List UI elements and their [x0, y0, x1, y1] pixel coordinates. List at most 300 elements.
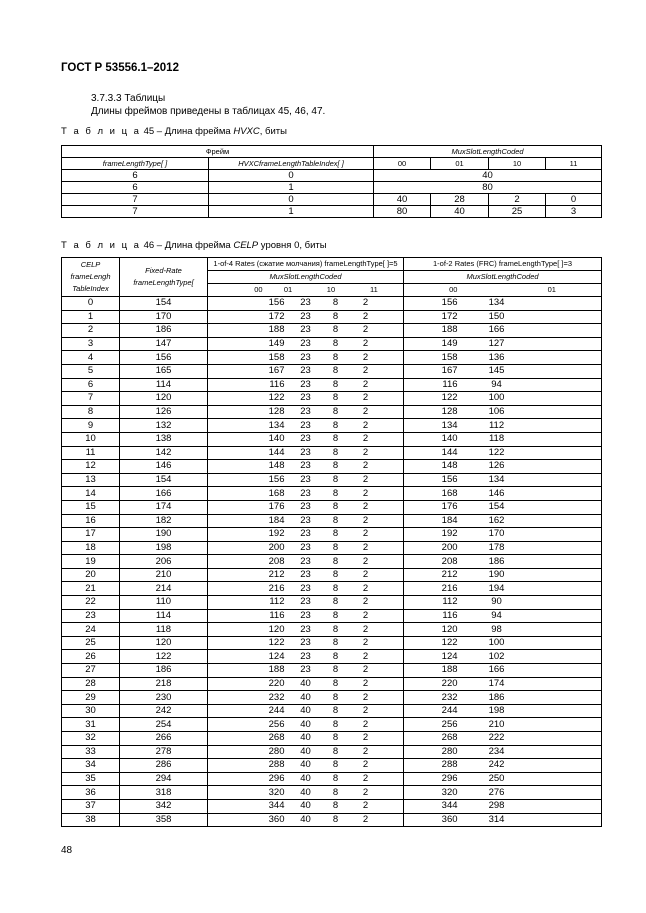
- table-row: [62, 182, 602, 194]
- cell: 2: [351, 555, 381, 569]
- table-row: [62, 664, 602, 678]
- section-heading: 3.7.3.3 Таблицы: [91, 93, 166, 104]
- cell: 8: [321, 473, 351, 487]
- cell: 318: [120, 786, 208, 800]
- cell: [381, 555, 404, 569]
- cell: 184: [404, 514, 464, 528]
- cell: 146: [464, 487, 530, 501]
- cell: 100: [464, 636, 530, 650]
- table-row: [62, 170, 602, 182]
- cell: [530, 745, 602, 759]
- cell: 106: [464, 405, 530, 419]
- cell: 27: [62, 664, 120, 678]
- table-row: [62, 297, 602, 311]
- cell: 188: [404, 324, 464, 338]
- cell: 116: [404, 609, 464, 623]
- cell: [381, 704, 404, 718]
- cell: 112: [404, 596, 464, 610]
- cell: 208: [404, 555, 464, 569]
- cell: [381, 799, 404, 813]
- cell: 148: [208, 460, 291, 474]
- cell: [530, 473, 602, 487]
- cell: 198: [464, 704, 530, 718]
- table45-mux-col: 11: [546, 158, 602, 170]
- table-row: [62, 677, 602, 691]
- cell: 8: [321, 772, 351, 786]
- table-row: [62, 392, 602, 406]
- cell: 9: [62, 419, 120, 433]
- cell: 40: [291, 786, 321, 800]
- cell: 26: [62, 650, 120, 664]
- cell: 2: [351, 677, 381, 691]
- cell: 2: [489, 194, 546, 206]
- table45-group-frame: Фрейм: [62, 146, 374, 158]
- cell: 8: [321, 623, 351, 637]
- table-row: [62, 446, 602, 460]
- cell: 2: [351, 541, 381, 555]
- mux2-col: 01: [547, 285, 556, 294]
- cell: 23: [291, 337, 321, 351]
- cell: 2: [351, 528, 381, 542]
- cell: [530, 392, 602, 406]
- table46-group-4rate: 1-of-4 Rates (сжатие молчания) frameLengthType[ ]=5: [208, 258, 404, 271]
- cell: 342: [120, 799, 208, 813]
- cell: 23: [291, 324, 321, 338]
- cell: 320: [208, 786, 291, 800]
- cell: [530, 691, 602, 705]
- cell: 120: [208, 623, 291, 637]
- table-row: [62, 582, 602, 596]
- cell: 276: [464, 786, 530, 800]
- cell: [530, 528, 602, 542]
- cell: [530, 813, 602, 827]
- table-row: [62, 609, 602, 623]
- cell: 11: [62, 446, 120, 460]
- cell: 40: [374, 194, 431, 206]
- cell: 14: [62, 487, 120, 501]
- cell: 244: [404, 704, 464, 718]
- table46-mux-label-2: MuxSlotLengthCoded: [404, 271, 602, 284]
- table-row: [62, 487, 602, 501]
- cell: 2: [351, 609, 381, 623]
- cell: [381, 324, 404, 338]
- cell: 23: [291, 378, 321, 392]
- cell: 122: [404, 392, 464, 406]
- table-row: [62, 623, 602, 637]
- cell: 2: [351, 310, 381, 324]
- cell: 2: [351, 813, 381, 827]
- cell: 234: [464, 745, 530, 759]
- cell: 168: [208, 487, 291, 501]
- cell: 220: [404, 677, 464, 691]
- table-row: [62, 432, 602, 446]
- cell: 2: [351, 623, 381, 637]
- cell: 232: [208, 691, 291, 705]
- cell: 320: [404, 786, 464, 800]
- cell: 128: [208, 405, 291, 419]
- cell: 222: [464, 732, 530, 746]
- cell: 148: [404, 460, 464, 474]
- cell: 8: [321, 732, 351, 746]
- cell: 19: [62, 555, 120, 569]
- cell: 8: [321, 487, 351, 501]
- table-row: [62, 364, 602, 378]
- cell: 2: [351, 514, 381, 528]
- cell: 266: [120, 732, 208, 746]
- cell: 5: [62, 364, 120, 378]
- cell: 3: [62, 337, 120, 351]
- cell: 206: [120, 555, 208, 569]
- cell: 172: [208, 310, 291, 324]
- cell: 23: [62, 609, 120, 623]
- cell: 80: [374, 182, 602, 194]
- cell: 158: [208, 351, 291, 365]
- cell: 29: [62, 691, 120, 705]
- cell: [530, 324, 602, 338]
- cell: 2: [351, 664, 381, 678]
- cell: 176: [404, 500, 464, 514]
- cell: 296: [404, 772, 464, 786]
- table-row: [62, 514, 602, 528]
- cell: 28: [62, 677, 120, 691]
- cell: 122: [120, 650, 208, 664]
- table-row: [62, 596, 602, 610]
- cell: 268: [208, 732, 291, 746]
- cell: 296: [208, 772, 291, 786]
- cell: 22: [62, 596, 120, 610]
- cell: [530, 351, 602, 365]
- cell: 6: [62, 378, 120, 392]
- table45-mux-col: 00: [374, 158, 431, 170]
- cell: 40: [291, 677, 321, 691]
- cell: 218: [120, 677, 208, 691]
- cell: [530, 650, 602, 664]
- cell: 198: [120, 541, 208, 555]
- cell: 23: [291, 473, 321, 487]
- cell: 23: [291, 432, 321, 446]
- cell: 2: [351, 337, 381, 351]
- table-row: [62, 473, 602, 487]
- cell: 23: [291, 351, 321, 365]
- cell: 154: [464, 500, 530, 514]
- cell: 2: [351, 487, 381, 501]
- cell: 288: [208, 759, 291, 773]
- cell: [381, 364, 404, 378]
- cell: [381, 460, 404, 474]
- cell: 1: [209, 206, 374, 218]
- cell: 40: [291, 704, 321, 718]
- cell: 8: [321, 541, 351, 555]
- cell: [530, 337, 602, 351]
- cell: 40: [374, 170, 602, 182]
- cell: 2: [351, 324, 381, 338]
- cell: 23: [291, 487, 321, 501]
- cell: 23: [291, 609, 321, 623]
- cell: 23: [291, 582, 321, 596]
- cell: 170: [464, 528, 530, 542]
- cell: 156: [404, 297, 464, 311]
- cell: 126: [464, 460, 530, 474]
- table-row: [62, 460, 602, 474]
- cell: 40: [291, 745, 321, 759]
- cell: [530, 364, 602, 378]
- cell: 2: [351, 732, 381, 746]
- cell: [530, 514, 602, 528]
- cell: 94: [464, 378, 530, 392]
- cell: 8: [321, 378, 351, 392]
- cell: 2: [351, 568, 381, 582]
- cell: 116: [208, 609, 291, 623]
- cell: 120: [404, 623, 464, 637]
- cell: 200: [208, 541, 291, 555]
- cell: 37: [62, 799, 120, 813]
- cell: [530, 500, 602, 514]
- cell: 8: [321, 704, 351, 718]
- cell: 30: [62, 704, 120, 718]
- cell: 294: [120, 772, 208, 786]
- cell: 1: [209, 182, 374, 194]
- cell: 8: [321, 337, 351, 351]
- cell: 149: [404, 337, 464, 351]
- cell: 149: [208, 337, 291, 351]
- table45-col-index: HVXCframeLengthTableIndex[ ]: [209, 158, 374, 170]
- cell: 2: [351, 718, 381, 732]
- cell: 122: [464, 446, 530, 460]
- cell: 156: [208, 297, 291, 311]
- cell: 8: [321, 392, 351, 406]
- cell: [530, 609, 602, 623]
- cell: 40: [291, 799, 321, 813]
- cell: 8: [321, 786, 351, 800]
- table45-caption: [61, 126, 287, 137]
- mux4-col: 10: [326, 285, 336, 294]
- cell: 23: [291, 568, 321, 582]
- cell: [530, 772, 602, 786]
- mux2-col: 00: [449, 285, 458, 294]
- cell: 38: [62, 813, 120, 827]
- cell: 154: [120, 473, 208, 487]
- cell: [530, 310, 602, 324]
- cell: 216: [208, 582, 291, 596]
- cell: 174: [120, 500, 208, 514]
- cell: [381, 351, 404, 365]
- cell: 40: [291, 718, 321, 732]
- cell: 186: [120, 324, 208, 338]
- table45-mux-col: 01: [431, 158, 489, 170]
- cell: 360: [404, 813, 464, 827]
- cell: 192: [404, 528, 464, 542]
- cell: [381, 813, 404, 827]
- cell: 23: [291, 541, 321, 555]
- cell: [530, 405, 602, 419]
- cell: 188: [404, 664, 464, 678]
- cell: 344: [404, 799, 464, 813]
- table46-caption-prefix: Т а б л и ц а: [61, 240, 141, 251]
- cell: 178: [464, 541, 530, 555]
- cell: 140: [208, 432, 291, 446]
- cell: 8: [321, 568, 351, 582]
- cell: 8: [321, 528, 351, 542]
- cell: 192: [208, 528, 291, 542]
- page-number: 48: [61, 845, 73, 856]
- cell: [381, 500, 404, 514]
- cell: 210: [464, 718, 530, 732]
- cell: 120: [120, 636, 208, 650]
- cell: 34: [62, 759, 120, 773]
- cell: 126: [120, 405, 208, 419]
- cell: 360: [208, 813, 291, 827]
- cell: 118: [464, 432, 530, 446]
- cell: 230: [120, 691, 208, 705]
- cell: 23: [291, 623, 321, 637]
- cell: 2: [351, 432, 381, 446]
- cell: 23: [291, 636, 321, 650]
- cell: 23: [291, 528, 321, 542]
- cell: 232: [404, 691, 464, 705]
- table45-caption-suffix: , биты: [259, 126, 287, 137]
- cell: 23: [291, 664, 321, 678]
- cell: [530, 799, 602, 813]
- cell: 124: [208, 650, 291, 664]
- cell: 314: [464, 813, 530, 827]
- cell: 23: [291, 650, 321, 664]
- table46: [61, 257, 602, 827]
- cell: 8: [321, 650, 351, 664]
- cell: [381, 609, 404, 623]
- cell: [381, 786, 404, 800]
- cell: 208: [208, 555, 291, 569]
- cell: [530, 460, 602, 474]
- cell: 80: [374, 206, 431, 218]
- cell: 188: [208, 664, 291, 678]
- cell: 144: [208, 446, 291, 460]
- cell: 6: [62, 170, 209, 182]
- cell: 8: [321, 555, 351, 569]
- cell: [530, 704, 602, 718]
- document-title: ГОСТ Р 53556.1–2012: [61, 62, 179, 74]
- table-row: [62, 636, 602, 650]
- cell: 2: [351, 460, 381, 474]
- cell: 4: [62, 351, 120, 365]
- cell: 8: [321, 582, 351, 596]
- cell: [381, 568, 404, 582]
- table-row: [62, 310, 602, 324]
- table-row: [62, 650, 602, 664]
- cell: 166: [464, 664, 530, 678]
- table-row: [62, 337, 602, 351]
- cell: [381, 337, 404, 351]
- cell: 112: [464, 419, 530, 433]
- table-row: [62, 541, 602, 555]
- cell: 35: [62, 772, 120, 786]
- cell: 0: [209, 194, 374, 206]
- table-row: [62, 378, 602, 392]
- cell: [381, 473, 404, 487]
- cell: 8: [321, 324, 351, 338]
- cell: 8: [321, 636, 351, 650]
- cell: 23: [291, 446, 321, 460]
- cell: 25: [489, 206, 546, 218]
- cell: 186: [464, 555, 530, 569]
- cell: 165: [120, 364, 208, 378]
- cell: 2: [351, 759, 381, 773]
- cell: 23: [291, 419, 321, 433]
- cell: 40: [291, 813, 321, 827]
- cell: 2: [351, 745, 381, 759]
- cell: [530, 636, 602, 650]
- cell: 200: [404, 541, 464, 555]
- cell: 7: [62, 194, 209, 206]
- table-row: [62, 324, 602, 338]
- cell: 170: [120, 310, 208, 324]
- cell: 8: [321, 718, 351, 732]
- cell: 134: [404, 419, 464, 433]
- cell: 8: [321, 609, 351, 623]
- table-row: [62, 206, 602, 218]
- cell: [530, 786, 602, 800]
- cell: 7: [62, 392, 120, 406]
- cell: [381, 732, 404, 746]
- cell: 3: [546, 206, 602, 218]
- cell: 127: [464, 337, 530, 351]
- table46-mux4-cols: [208, 284, 404, 297]
- table46-caption-suffix: уровня 0, биты: [258, 240, 327, 251]
- table45: [61, 145, 602, 218]
- table-row: [62, 194, 602, 206]
- cell: 8: [321, 405, 351, 419]
- cell: 8: [321, 514, 351, 528]
- cell: 8: [62, 405, 120, 419]
- cell: 28: [431, 194, 489, 206]
- cell: 40: [431, 206, 489, 218]
- cell: 2: [351, 405, 381, 419]
- cell: 17: [62, 528, 120, 542]
- cell: 184: [208, 514, 291, 528]
- cell: 144: [404, 446, 464, 460]
- cell: 23: [291, 555, 321, 569]
- cell: 15: [62, 500, 120, 514]
- cell: 140: [404, 432, 464, 446]
- cell: [381, 310, 404, 324]
- cell: 21: [62, 582, 120, 596]
- cell: 250: [464, 772, 530, 786]
- cell: 40: [291, 732, 321, 746]
- cell: [381, 650, 404, 664]
- cell: 134: [464, 473, 530, 487]
- cell: 242: [464, 759, 530, 773]
- cell: 13: [62, 473, 120, 487]
- cell: 2: [351, 799, 381, 813]
- table45-caption-rest: 45 – Длина фрейма: [140, 126, 234, 137]
- table-row: [62, 568, 602, 582]
- cell: [530, 759, 602, 773]
- cell: 122: [208, 636, 291, 650]
- cell: 2: [351, 636, 381, 650]
- table-row: [62, 759, 602, 773]
- cell: [381, 636, 404, 650]
- cell: 136: [464, 351, 530, 365]
- cell: 36: [62, 786, 120, 800]
- cell: [530, 568, 602, 582]
- cell: 286: [120, 759, 208, 773]
- table45-caption-italic: HVXC: [233, 126, 260, 137]
- cell: 358: [120, 813, 208, 827]
- cell: [381, 392, 404, 406]
- cell: 20: [62, 568, 120, 582]
- cell: 134: [208, 419, 291, 433]
- cell: 132: [120, 419, 208, 433]
- table-row: [62, 405, 602, 419]
